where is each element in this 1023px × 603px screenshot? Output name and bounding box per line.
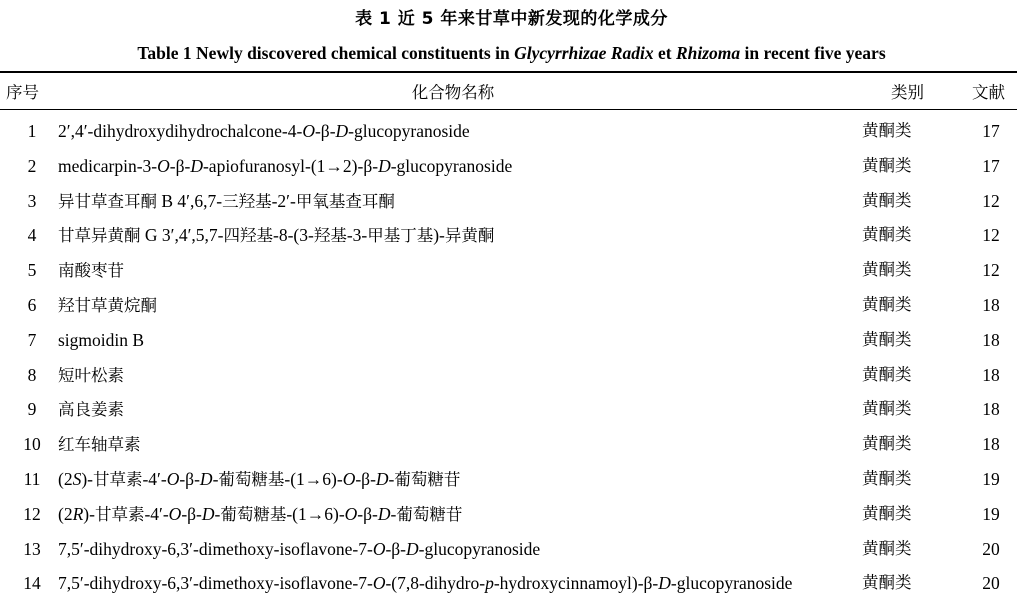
caption-en-genus-1: Glycyrrhizae Radix [514, 43, 654, 63]
compound-name-part: 短叶松素 [58, 365, 124, 385]
compound-name-part: -β- [355, 469, 376, 489]
reference-number: 12 [982, 260, 1000, 281]
compound-category: 黄酮类 [862, 364, 912, 384]
compound-category: 黄酮类 [862, 469, 912, 488]
compound-category: 黄酮类 [862, 295, 912, 314]
compound-name [58, 255, 124, 286]
compound-name-part: D [201, 503, 215, 524]
reference-number: 19 [982, 503, 1000, 524]
row-number: 2 [27, 155, 37, 176]
row-number: 9 [27, 399, 37, 420]
reference-number: 12 [982, 225, 1000, 246]
reference-number: 18 [982, 295, 1000, 315]
table-row [0, 534, 1017, 564]
compound-name-part: 南酸枣苷 [58, 261, 124, 281]
compound-name-part: )- [81, 469, 93, 489]
table-row [0, 499, 1017, 529]
compound-name-part: 葡萄糖苷 [396, 504, 463, 524]
compound-name-part: O [372, 538, 386, 559]
compound-name-part: O [372, 573, 386, 594]
compound-category: 黄酮类 [862, 503, 912, 523]
row-number: 11 [23, 469, 41, 489]
compound-name-part: G 3′,4′,5,7- [140, 225, 224, 246]
compound-name-part: -(1→6)- [286, 503, 345, 524]
table-row [0, 394, 1017, 424]
compound-name-part: -β- [179, 469, 200, 489]
table-row [0, 220, 1017, 250]
compound-name [58, 568, 792, 598]
compound-name-part: 三羟基 [222, 191, 272, 211]
compound-name-part: O [302, 121, 315, 141]
row-number: 1 [27, 121, 37, 141]
compound-name-part: )- [83, 503, 95, 524]
compound-name-part: -8-(3- [273, 225, 314, 246]
caption-en-suffix: in recent five years [740, 43, 886, 63]
reference-number: 17 [982, 121, 1000, 141]
compound-name [58, 116, 470, 146]
reference-number: 18 [982, 364, 1000, 385]
compound-name [58, 464, 460, 495]
compound-name-part: D [335, 121, 349, 141]
header-category: 类别 [891, 83, 924, 102]
table-row [0, 186, 1017, 216]
table-row [0, 429, 1017, 459]
compound-name-part: -hydroxycinnamoyl)-β- [493, 573, 659, 594]
compound-name-part: B 4′,6,7- [157, 190, 223, 211]
compound-name-part: D [199, 469, 213, 489]
reference-number: 12 [982, 190, 1000, 211]
row-number: 5 [27, 260, 37, 281]
caption-en-prefix: Table 1 Newly discovered chemical constituents in [137, 43, 515, 63]
compound-name-part: 甘草素 [92, 470, 143, 489]
compound-name-part: D [378, 155, 391, 176]
compound-name-part: 四羟基 [223, 226, 273, 246]
compound-name-part: 高良姜素 [58, 400, 124, 420]
compound-name-part: -glucopyranoside [390, 155, 513, 176]
reference-number: 18 [982, 399, 1000, 420]
compound-name [58, 394, 124, 425]
compound-name-part: 羟基 [313, 226, 347, 246]
compound-name [58, 360, 124, 391]
compound-name [58, 429, 141, 460]
compound-name-part: D [658, 573, 671, 594]
table-row [0, 360, 1017, 390]
compound-category: 黄酮类 [862, 399, 912, 419]
table-header-row [0, 78, 1017, 108]
compound-category: 黄酮类 [862, 190, 912, 210]
compound-name-part: O [168, 503, 182, 524]
table-row [0, 255, 1017, 285]
compound-name-part: 葡萄糖基 [220, 504, 287, 524]
compound-name-part: 甲氧基查耳酮 [295, 191, 395, 211]
compound-name-part: 甘草异黄酮 [58, 226, 141, 246]
row-number: 7 [27, 329, 37, 350]
compound-name [58, 220, 494, 251]
compound-name-part: -glucopyranoside [670, 573, 793, 594]
reference-number: 17 [982, 155, 1000, 176]
compound-name-part: -glucopyranoside [348, 121, 470, 141]
compound-name [58, 186, 395, 217]
reference-number: 20 [982, 538, 1000, 559]
compound-name-part: 异甘草查耳酮 [58, 191, 157, 211]
compound-name-part: D [190, 155, 203, 176]
compound-name-part: O [342, 469, 356, 489]
table-row [0, 116, 1017, 146]
compound-category: 黄酮类 [862, 260, 912, 280]
compound-name-part: -β- [181, 503, 202, 524]
compound-name-part: -glucopyranoside [418, 538, 541, 559]
table-row [0, 464, 1017, 494]
compound-name-part: -3- [346, 225, 368, 246]
reference-number: 18 [982, 434, 1000, 455]
compound-name-part: 7,5′-dihydroxy-6,3′-dimethoxy-isoflavone-7- [58, 573, 373, 594]
header-reference: 文献 [972, 83, 1005, 102]
compound-name-part: sigmoidin B [58, 329, 145, 350]
compound-name-part: 葡萄糖苷 [394, 470, 461, 489]
compound-name-part: S [72, 469, 82, 489]
compound-name-part: 甘草素 [94, 504, 145, 524]
compound-name-part: p [485, 573, 494, 594]
compound-name-part: )- [433, 225, 445, 246]
compound-name-part: -β- [357, 503, 378, 524]
row-number: 6 [27, 295, 37, 315]
table-row [0, 568, 1017, 598]
row-number: 14 [23, 573, 41, 594]
compound-name-part: -(7,8-dihydro- [385, 573, 486, 594]
reference-number: 19 [982, 469, 1000, 489]
header-compound-name: 化合物名称 [411, 83, 495, 102]
table-row [0, 151, 1017, 181]
compound-name-part: -4′- [144, 503, 169, 524]
table-caption-chinese: 表 1 近 5 年来甘草中新发现的化学成分 [355, 9, 668, 29]
compound-name-part: -2′- [271, 190, 296, 211]
header-no: 序号 [6, 83, 39, 102]
compound-name [58, 499, 462, 530]
compound-category: 黄酮类 [862, 225, 912, 245]
compound-name-part: R [72, 503, 84, 524]
compound-name-part: - [214, 503, 221, 524]
compound-name-part: -β- [385, 538, 407, 559]
compound-name-part: -(1→6)- [284, 469, 343, 489]
row-number: 12 [23, 503, 41, 524]
compound-name-part: 葡萄糖基 [218, 470, 285, 489]
table-row [0, 325, 1017, 355]
compound-category: 黄酮类 [862, 121, 912, 140]
compound-name-part: O [166, 469, 180, 489]
compound-name-part: - [212, 469, 219, 489]
compound-name-part: D [375, 469, 389, 489]
compound-category: 黄酮类 [862, 573, 912, 593]
reference-number: 18 [982, 329, 1000, 350]
compound-name-part: -4′- [142, 469, 167, 489]
compound-name-part: O [157, 155, 170, 176]
table-top-rule [0, 71, 1017, 73]
compound-name-part: (2 [58, 503, 73, 524]
row-number: 13 [23, 538, 41, 559]
compound-name [58, 290, 157, 321]
compound-name [58, 325, 144, 355]
compound-category: 黄酮类 [862, 434, 912, 454]
compound-category: 黄酮类 [862, 329, 912, 349]
compound-category: 黄酮类 [862, 538, 912, 558]
compound-name-part: D [377, 503, 391, 524]
compound-name-part: (2 [58, 469, 73, 489]
compound-name [58, 151, 512, 181]
compound-name [58, 534, 540, 564]
row-number: 8 [27, 364, 37, 385]
table-caption-english [0, 41, 1023, 65]
compound-name-part: - [388, 469, 395, 489]
row-number: 3 [27, 190, 37, 211]
compound-name-part: O [344, 503, 358, 524]
row-number: 10 [23, 434, 41, 455]
caption-en-genus-2: Rhizoma [675, 43, 741, 63]
reference-number: 20 [982, 573, 1000, 594]
compound-category: 黄酮类 [862, 155, 912, 175]
compound-name-part: 羟甘草黄烷酮 [58, 296, 157, 315]
compound-name-part: 7,5′-dihydroxy-6,3′-dimethoxy-isoflavone-7- [58, 538, 373, 559]
compound-name-part: medicarpin-3- [58, 155, 158, 176]
compound-name-part: -β- [314, 121, 336, 141]
compound-name-part: - [390, 503, 397, 524]
caption-en-mid: et [653, 43, 676, 63]
compound-name-part: D [406, 538, 419, 559]
table-row [0, 290, 1017, 320]
compound-name-part: 异黄酮 [444, 226, 495, 246]
compound-name-part: 甲基丁基 [367, 226, 434, 246]
compound-name-part: -apiofuranosyl-(1→2)-β- [202, 155, 379, 176]
compound-name-part: 2′,4′-dihydroxydihydrochalcone-4- [58, 121, 303, 141]
row-number: 4 [27, 225, 37, 246]
compound-name-part: 红车轴草素 [58, 435, 141, 455]
table-header-rule [0, 109, 1017, 110]
compound-name-part: -β- [169, 155, 191, 176]
